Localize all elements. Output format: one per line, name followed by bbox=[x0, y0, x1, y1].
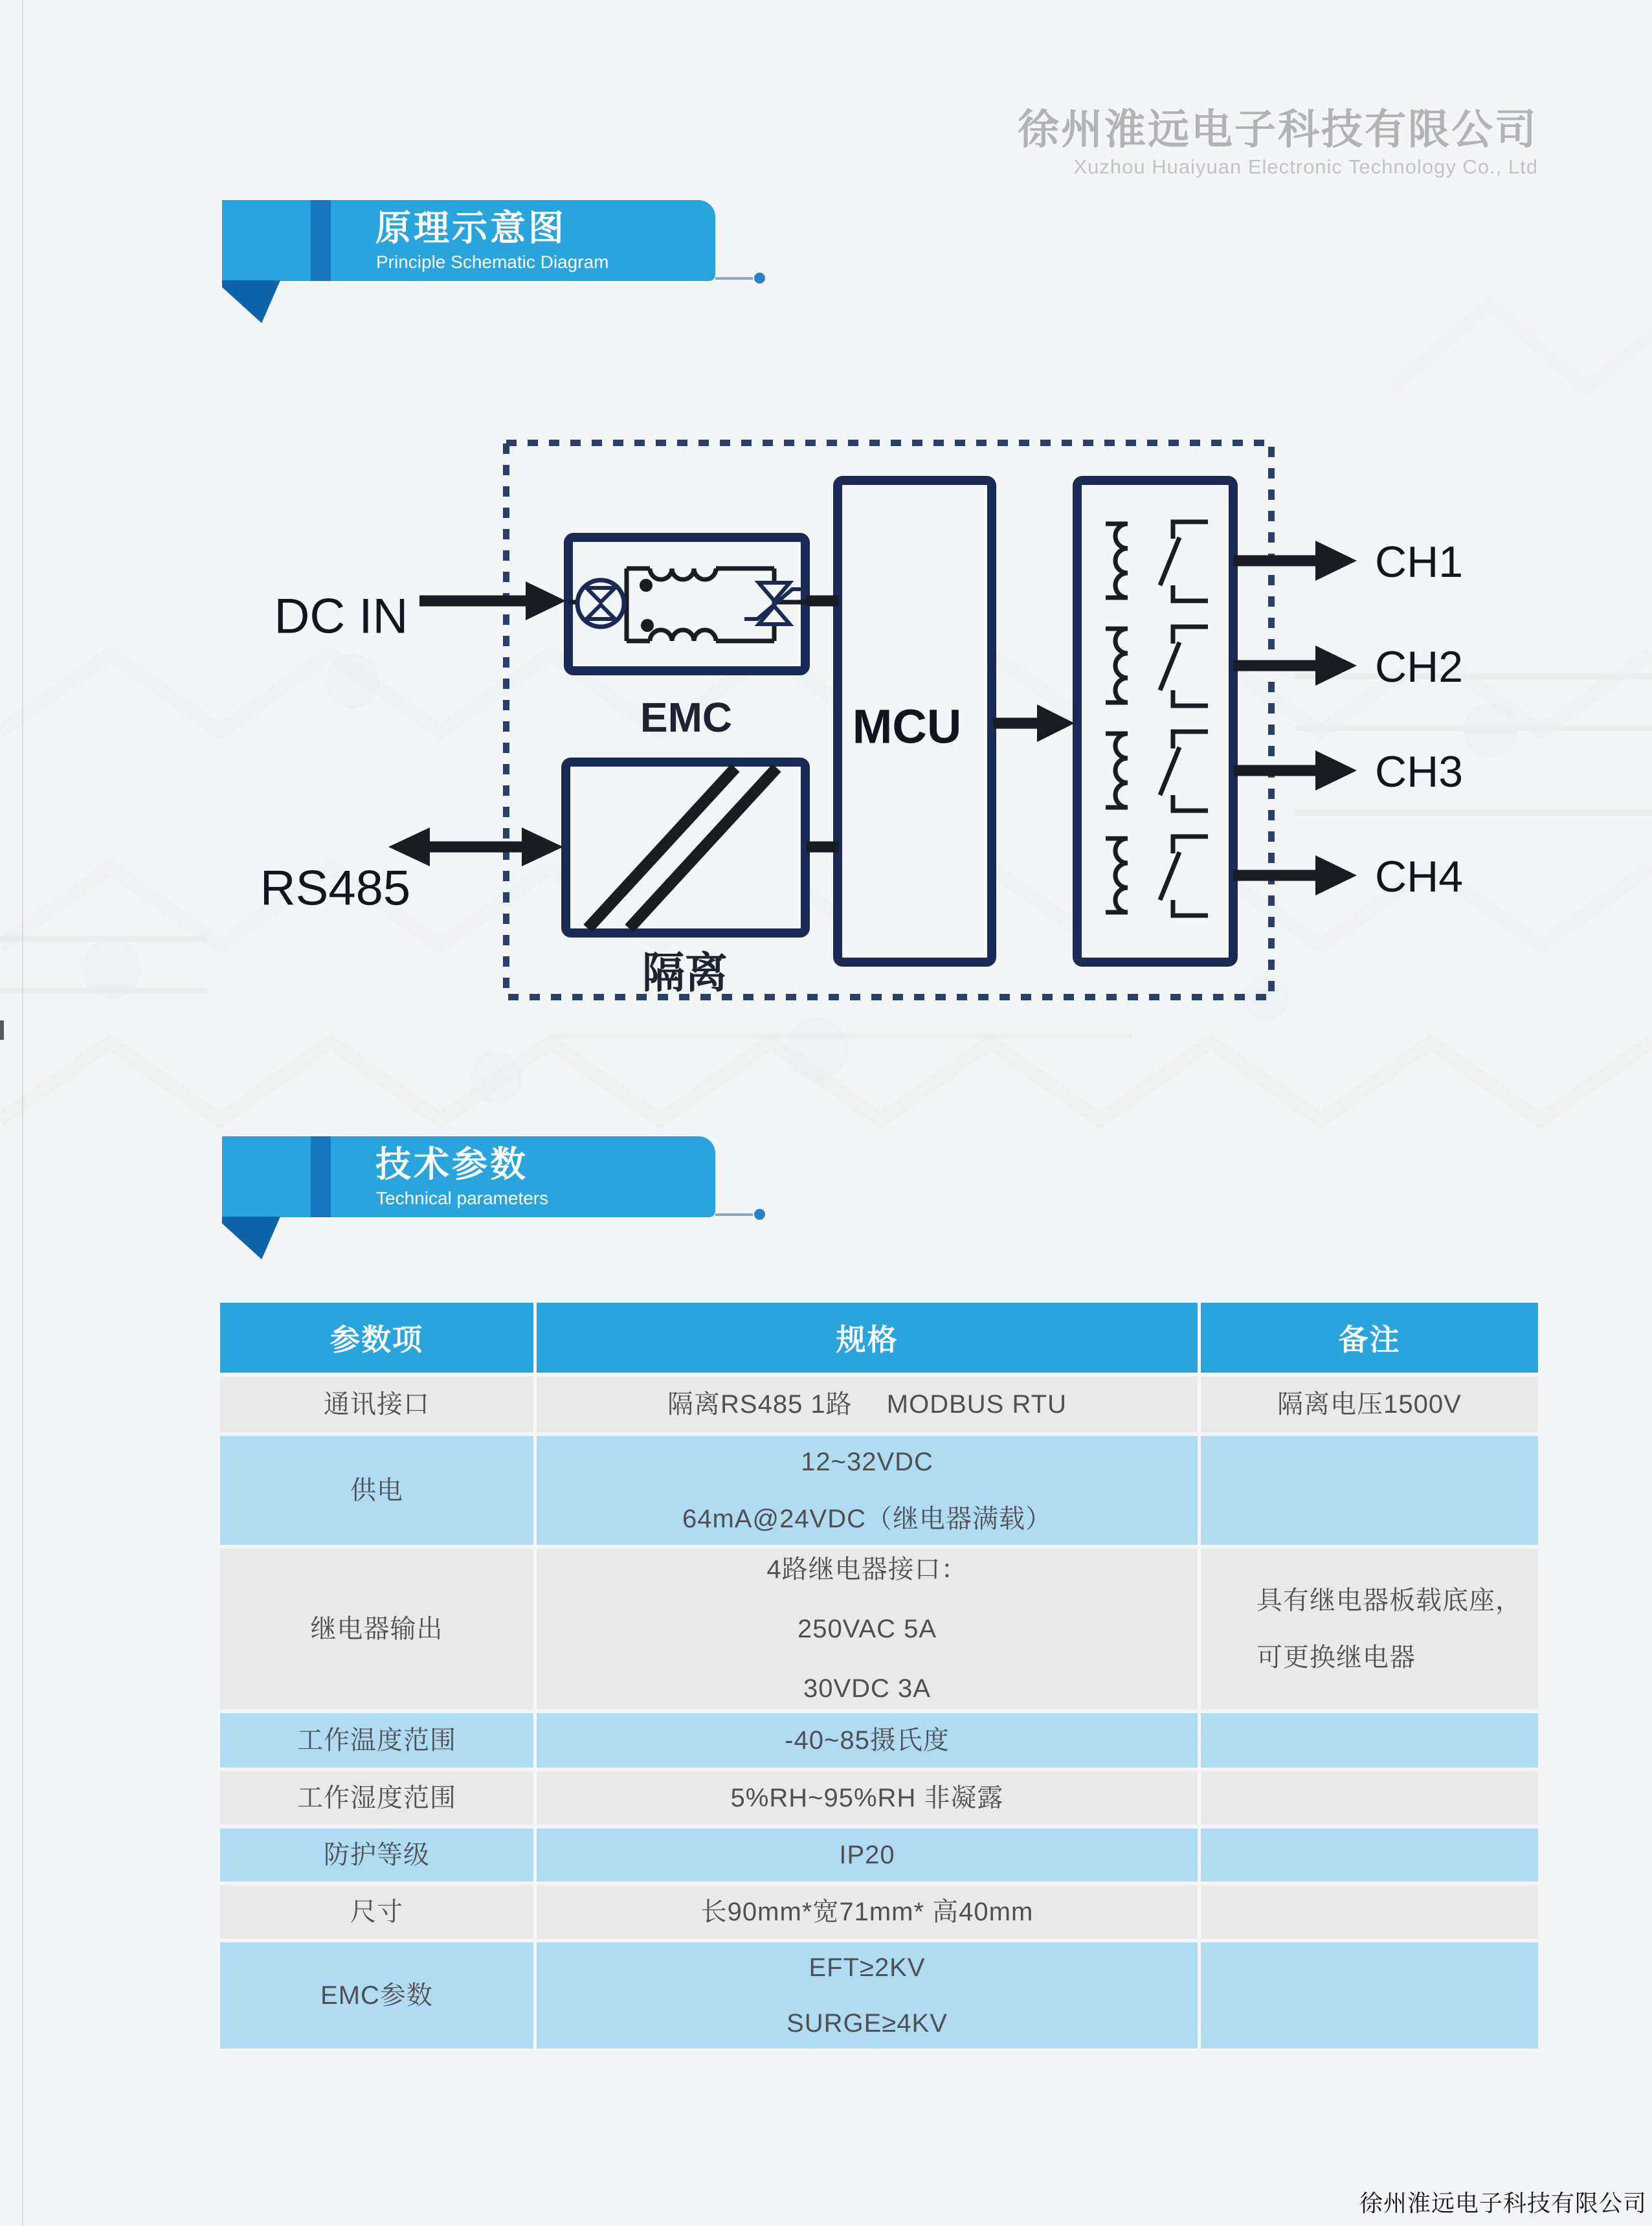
dc-in-label: DC IN bbox=[274, 589, 408, 644]
spec-value: 30VDC 3A bbox=[803, 1674, 931, 1703]
column-header-spec: 规格 bbox=[533, 1303, 1198, 1373]
rs485-label: RS485 bbox=[260, 860, 411, 916]
technical-parameters-table bbox=[220, 1303, 1538, 2049]
dc-in-arrow bbox=[419, 581, 566, 620]
ch3-arrow bbox=[1233, 750, 1357, 791]
table-header-row bbox=[220, 1303, 1538, 1373]
banner-underline-dot bbox=[754, 273, 765, 284]
ch4-label: CH4 bbox=[1375, 852, 1464, 901]
banner-underline bbox=[715, 1213, 753, 1216]
section-banner-technical bbox=[222, 1136, 715, 1217]
background-pattern bbox=[0, 304, 1652, 1120]
note-value: 可更换继电器 bbox=[1256, 1643, 1416, 1672]
page-edge-mark bbox=[0, 1020, 4, 1040]
company-name-en: Xuzhou Huaiyuan Electronic Technology Co., Ltd bbox=[1073, 155, 1538, 178]
note-value: 隔离电压1500V bbox=[1277, 1390, 1462, 1419]
note-value: 具有继电器板载底座， bbox=[1256, 1586, 1522, 1615]
spec-value: 250VAC 5A bbox=[797, 1615, 937, 1643]
section-title: 原理示意图 bbox=[375, 208, 567, 248]
column-header-note: 备注 bbox=[1198, 1303, 1538, 1373]
emc-label: EMC bbox=[640, 694, 733, 741]
param-label: 供电 bbox=[350, 1476, 403, 1505]
banner-stripe bbox=[311, 1136, 331, 1217]
param-label: EMC参数 bbox=[320, 1981, 433, 2010]
table-row bbox=[220, 1771, 1538, 1825]
spec-value: 长90mm*宽71mm* 高40mm bbox=[700, 1898, 1034, 1926]
spec-value: EFT≥2KV bbox=[809, 1953, 926, 1982]
section-subtitle: Principle Schematic Diagram bbox=[376, 252, 609, 272]
param-label: 通讯接口 bbox=[324, 1390, 430, 1419]
param-label: 继电器输出 bbox=[310, 1615, 443, 1643]
param-label: 尺寸 bbox=[350, 1898, 403, 1926]
ch1-label: CH1 bbox=[1375, 537, 1464, 587]
table-row bbox=[220, 1828, 1538, 1882]
footer-company-name: 徐州淮远电子科技有限公司 bbox=[1359, 2190, 1647, 2216]
table-row bbox=[220, 1377, 1538, 1432]
spec-value: SURGE≥4KV bbox=[787, 2009, 948, 2038]
spec-value: 12~32VDC bbox=[801, 1448, 933, 1476]
rs485-double-arrow bbox=[388, 827, 563, 866]
ch2-label: CH2 bbox=[1375, 642, 1464, 691]
banner-stripe bbox=[311, 200, 331, 281]
company-name-cn: 徐州淮远电子科技有限公司 bbox=[1018, 106, 1538, 153]
mcu-label: MCU bbox=[852, 699, 962, 754]
banner-underline-dot bbox=[754, 1209, 765, 1220]
isolation-label: 隔离 bbox=[642, 949, 728, 996]
spec-value: 4路继电器接口： bbox=[766, 1555, 968, 1584]
relay-block bbox=[1077, 480, 1233, 962]
spec-value: -40~85摄氏度 bbox=[785, 1726, 950, 1755]
table-row bbox=[220, 1713, 1538, 1768]
banner-underline bbox=[715, 277, 753, 280]
spec-value: 隔离RS485 1路 MODBUS RTU bbox=[667, 1390, 1067, 1419]
table-row bbox=[220, 1436, 1538, 1545]
section-subtitle: Technical parameters bbox=[376, 1188, 549, 1208]
ch3-label: CH3 bbox=[1375, 747, 1464, 796]
table-row bbox=[220, 1942, 1538, 2049]
section-title: 技术参数 bbox=[375, 1144, 529, 1184]
spec-value: 64mA@24VDC（继电器满载） bbox=[682, 1505, 1053, 1533]
page-left-rule bbox=[22, 0, 23, 2226]
company-header bbox=[1018, 106, 1538, 178]
table-row bbox=[220, 1549, 1538, 1709]
spec-value: IP20 bbox=[839, 1841, 895, 1869]
section-banner-principle bbox=[222, 200, 715, 281]
column-header-parameter: 参数项 bbox=[330, 1323, 423, 1356]
param-label: 工作湿度范围 bbox=[297, 1784, 456, 1812]
ch1-arrow bbox=[1233, 541, 1357, 581]
spec-value: 5%RH~95%RH 非凝露 bbox=[730, 1784, 1004, 1812]
param-label: 工作温度范围 bbox=[297, 1726, 456, 1755]
param-label: 防护等级 bbox=[324, 1841, 430, 1869]
table-row bbox=[220, 1885, 1538, 1939]
